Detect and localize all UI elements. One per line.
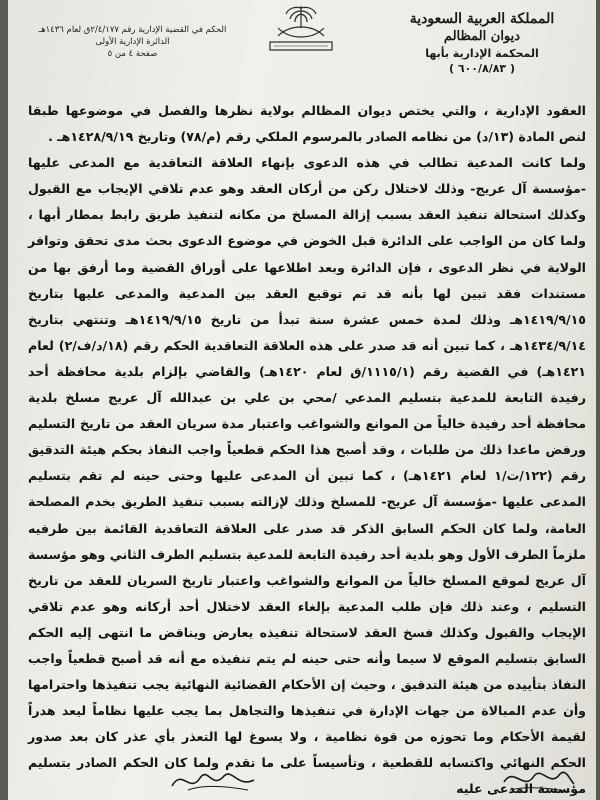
signature-right: [498, 760, 578, 798]
court-name: المحكمة الإدارية بأبها: [425, 47, 539, 60]
paragraph-jurisdiction: العقود الإدارية ، والتي يختص ديوان المظالم بولاية نظرها والفصل في موضوعها طبقا لنص المادة (١٣/د) من نظامه الصادر بالمرسوم الملكي رقم (م/٧٨) وتاريخ ١٤٢٨/٩/١٩هـ .: [28, 103, 586, 145]
kingdom-name: المملكة العربية السعودية: [409, 11, 555, 27]
paragraph-reasoning: ولما كانت المدعية تطالب في هذه الدعوى بإنهاء العلاقة التعاقدية مع المدعى عليها -مؤسسة آل عريج- وذلك لاختلال ركن من أركان العقد وهو عدم تلاقي الإيجاب مع القبول وكذلك استحالة تنفيذ العقد بسبب إزالة المسلخ من مكانه لتنفيذ طريق رابط بمطار أبها ، ولما كان من الواجب على الدائرة قبل الخوض في موضوع الدعوى بحث مدى تحقق وتوافر الولاية في نظر الدعوى ، فإن الدائرة وبعد اطلاعها على أوراق القضية وما أرفق بها من مستندات فقد تبين لها بأنه قد تم توقيع العقد بين المدعية والمدعى عليها بتاريخ ١٤١٩/٩/١٥هـ وذلك لمدة خمس عشرة سنة تبدأ من تاريخ ١٤١٩/٩/١٥هـ وتنتهي بتاريخ ١٤٣٤/٩/١٤هـ ، كما تبين أنه قد صدر على هذه العلاقة التعاقدية الحكم رقم (١٨/د/ف/٢) لعام ١٤٢١هـ) في القضية رقم (١١١٥/١/ق لعام ١٤٢٠هـ) والقاضي بإلزام بلدية محافظة أحد رفيدة التابعة للمدعية بتسليم المدعي /محي بن علي بن عبدالله آل عريج مسلخ بلدية محافظة أحد رفيدة خالياً من الموانع والشواغب واعتبار مدة سريان العقد من تاريخ التسليم ورفض ماعدا ذلك من طلبات ، وقد أصبح هذا الحكم قطعياً واجب النفاذ بحكم هيئة التدقيق رقم (١٢٢/ت/١ لعام ١٤٢١هـ) ، كما تبين أن المدعى عليها وحتى حينه لم تقم بتسليم المدعى عليها -مؤسسة آل عريج- للمسلخ وذلك لإزالته بسبب تنفيذ الطريق بخدم المصلحة العامة، ولما كان الحكم السابق الذكر قد صدر على العلاقة التعاقدية القائمة بين طرفيه ملزماً الطرف الأول وهو بلدية أحد رفيدة التابعة للمدعية بتسليم الطرف الثاني وهو مؤسسة آل عريج لموقع المسلخ خالياً من الموانع والشواغب واعتبار تاريخ السريان للعقد من تاريخ التسليم ، وعند ذلك فإن طلب المدعية بإلغاء العقد لاختلال أحد أركانه وهو عدم تلاقي الإيجاب والقبول وكذلك فسخ العقد لاستحالة تنفيذه يعارض ويناقض ما انتهى إليه الحكم السابق بتسليم الموقع لا سيما وأنه حتى حينه لم يتم تنفيذه مع أنه قد أصبح قطعياً واجب النفاذ بتأييده من هيئة التدقيق ، وحيث إن الأحكام القضائية النهائية يجب تنفيذها واحترامها وأن عدم المبالاة من جهات الإدارة في تنفيذها والتجاهل بما يجب عليها نظاماً ليعد هدراً لقيمة الأحكام وما تحوزه من قوة نظامية ، ولا يسوغ لها التعذر بأي عذر كان بعد صدور الحكم النهائي واكتسابه للقطعية ، وتأسيساً على ما تقدم ولما كان الحكم الصادر بتسليم مؤسسة المدعى عليه: [28, 155, 586, 797]
reference-number: ( ٦٠٠/٨/٨٣ ): [448, 62, 516, 75]
page-number: صفحة ٤ من ٥: [107, 49, 158, 59]
case-info-header: [30, 24, 235, 60]
signature-left: [168, 760, 258, 798]
document-page: [8, 0, 596, 800]
emblem-icon: [264, 2, 338, 52]
circuit-name: الدائرة الإدارية الأولى: [95, 37, 170, 47]
letterhead-right: [382, 10, 582, 76]
institution-name: ديوان المظالم: [443, 29, 521, 44]
judgment-body: [28, 98, 586, 800]
case-number-line: الحكم في القضية الإدارية رقم ٢/٤/١٧٧ق لعام ١٤٣٦هـ: [38, 25, 227, 35]
